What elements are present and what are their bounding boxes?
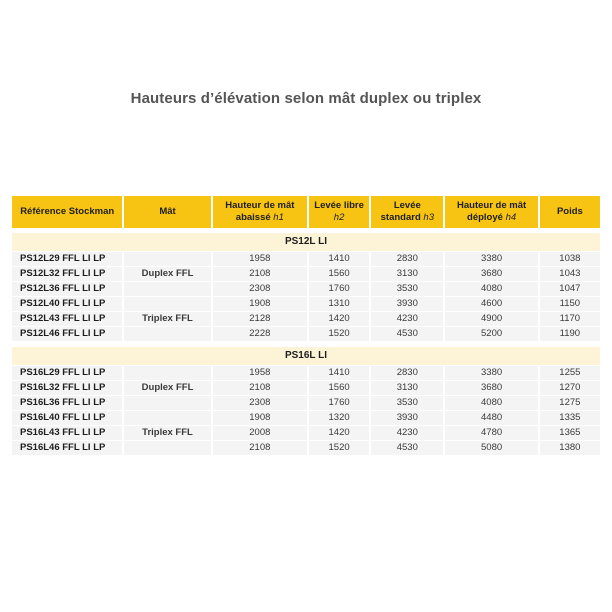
table-row — [12, 252, 600, 267]
cell-reference: PS16L46 FFL LI LP — [12, 441, 122, 456]
cell-h2: 1520 — [309, 441, 369, 456]
cell-h4: 4600 — [445, 297, 537, 312]
cell-mast-empty — [124, 411, 210, 426]
section-row — [12, 233, 600, 252]
cell-mast-empty — [124, 327, 210, 342]
cell-reference: PS16L36 FFL LI LP — [12, 396, 122, 411]
table-row — [12, 396, 600, 411]
cell-mast-empty — [124, 252, 210, 267]
header-mast: Mât — [124, 196, 210, 228]
cell-h1: 2128 — [213, 312, 307, 327]
cell-h1: 1908 — [213, 297, 307, 312]
cell-h2: 1420 — [309, 426, 369, 441]
cell-poids: 1170 — [540, 312, 600, 327]
table-row — [12, 267, 600, 282]
cell-reference: PS12L43 FFL LI LP — [12, 312, 122, 327]
cell-h3: 4230 — [371, 312, 443, 327]
table-row — [12, 411, 600, 426]
header-weight: Poids — [540, 196, 600, 228]
cell-h4: 3680 — [445, 267, 537, 282]
header-h3: Levée standard h3 — [371, 196, 443, 228]
cell-mast: Triplex FFL — [124, 312, 210, 327]
cell-poids: 1335 — [540, 411, 600, 426]
section-title: PS12L LI — [12, 233, 600, 252]
cell-h2: 1320 — [309, 411, 369, 426]
cell-h2: 1410 — [309, 252, 369, 267]
cell-poids: 1380 — [540, 441, 600, 456]
cell-poids: 1275 — [540, 396, 600, 411]
cell-h3: 4530 — [371, 441, 443, 456]
cell-h3: 4530 — [371, 327, 443, 342]
cell-h3: 3130 — [371, 267, 443, 282]
table-row — [12, 381, 600, 396]
cell-reference: PS16L29 FFL LI LP — [12, 366, 122, 381]
cell-mast-empty — [124, 366, 210, 381]
cell-h4: 4780 — [445, 426, 537, 441]
page-title: Hauteurs d’élévation selon mât duplex ou triplex — [130, 90, 482, 107]
cell-poids: 1038 — [540, 252, 600, 267]
cell-poids: 1150 — [540, 297, 600, 312]
table-row — [12, 366, 600, 381]
table-row — [12, 327, 600, 342]
cell-mast-empty — [124, 297, 210, 312]
cell-h4: 3680 — [445, 381, 537, 396]
cell-h2: 1520 — [309, 327, 369, 342]
cell-h4: 5080 — [445, 441, 537, 456]
cell-reference: PS16L40 FFL LI LP — [12, 411, 122, 426]
cell-h2: 1760 — [309, 282, 369, 297]
header-row — [12, 196, 600, 228]
cell-reference: PS16L43 FFL LI LP — [12, 426, 122, 441]
cell-h1: 1958 — [213, 252, 307, 267]
cell-mast-empty — [124, 441, 210, 456]
cell-reference: PS16L32 FFL LI LP — [12, 381, 122, 396]
cell-h2: 1410 — [309, 366, 369, 381]
cell-h4: 4080 — [445, 396, 537, 411]
cell-h3: 3130 — [371, 381, 443, 396]
table-body — [12, 228, 600, 456]
cell-h1: 2108 — [213, 267, 307, 282]
cell-h3: 3930 — [371, 297, 443, 312]
table-row — [12, 297, 600, 312]
cell-poids: 1270 — [540, 381, 600, 396]
cell-reference: PS12L29 FFL LI LP — [12, 252, 122, 267]
cell-reference: PS12L40 FFL LI LP — [12, 297, 122, 312]
cell-reference: PS12L36 FFL LI LP — [12, 282, 122, 297]
cell-h4: 4480 — [445, 411, 537, 426]
cell-h3: 2830 — [371, 366, 443, 381]
cell-poids: 1190 — [540, 327, 600, 342]
cell-poids: 1043 — [540, 267, 600, 282]
cell-h1: 2008 — [213, 426, 307, 441]
cell-mast: Triplex FFL — [124, 426, 210, 441]
cell-h2: 1760 — [309, 396, 369, 411]
cell-h2: 1560 — [309, 267, 369, 282]
table-row — [12, 312, 600, 327]
cell-h2: 1420 — [309, 312, 369, 327]
cell-h1: 1958 — [213, 366, 307, 381]
cell-h1: 2228 — [213, 327, 307, 342]
cell-poids: 1047 — [540, 282, 600, 297]
cell-poids: 1365 — [540, 426, 600, 441]
header-h2: Levée libre h2 — [309, 196, 369, 228]
cell-reference: PS12L46 FFL LI LP — [12, 327, 122, 342]
header-h4: Hauteur de mât déployé h4 — [445, 196, 537, 228]
cell-h2: 1310 — [309, 297, 369, 312]
cell-h4: 5200 — [445, 327, 537, 342]
cell-reference: PS12L32 FFL LI LP — [12, 267, 122, 282]
spec-table — [10, 196, 602, 456]
cell-h4: 3380 — [445, 252, 537, 267]
table-row — [12, 441, 600, 456]
cell-h1: 1908 — [213, 411, 307, 426]
cell-mast-empty — [124, 396, 210, 411]
header-h1: Hauteur de mât abaissé h1 — [213, 196, 307, 228]
cell-h3: 3930 — [371, 411, 443, 426]
cell-h1: 2308 — [213, 396, 307, 411]
section-title: PS16L LI — [12, 347, 600, 366]
table-row — [12, 426, 600, 441]
section-row — [12, 347, 600, 366]
cell-h3: 3530 — [371, 396, 443, 411]
cell-poids: 1255 — [540, 366, 600, 381]
cell-h1: 2308 — [213, 282, 307, 297]
cell-h4: 4080 — [445, 282, 537, 297]
cell-h4: 4900 — [445, 312, 537, 327]
cell-h3: 3530 — [371, 282, 443, 297]
cell-h1: 2108 — [213, 381, 307, 396]
cell-h3: 4230 — [371, 426, 443, 441]
cell-h4: 3380 — [445, 366, 537, 381]
cell-h1: 2108 — [213, 441, 307, 456]
cell-h3: 2830 — [371, 252, 443, 267]
cell-mast-empty — [124, 282, 210, 297]
cell-h2: 1560 — [309, 381, 369, 396]
table-row — [12, 282, 600, 297]
header-reference: Référence Stockman — [12, 196, 122, 228]
cell-mast: Duplex FFL — [124, 381, 210, 396]
cell-mast: Duplex FFL — [124, 267, 210, 282]
